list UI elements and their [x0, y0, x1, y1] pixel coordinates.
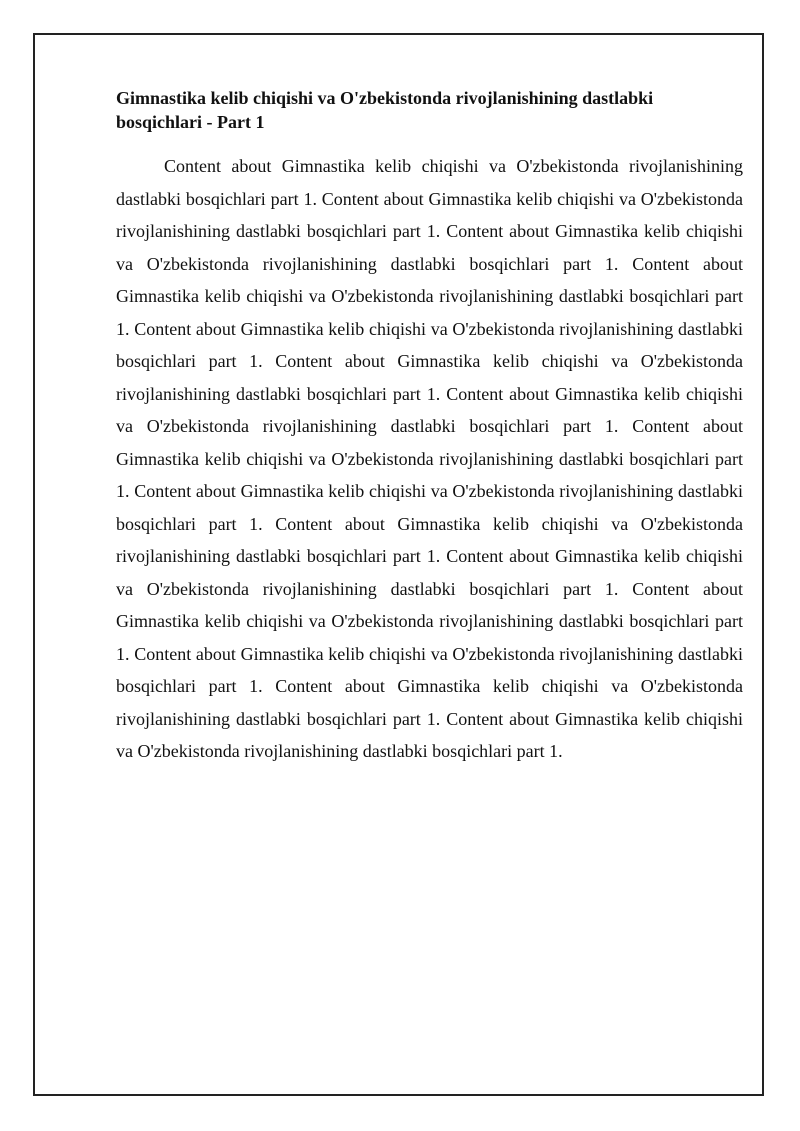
document-title: Gimnastika kelib chiqishi va O'zbekistonda rivojlanishining dastlabki bosqichlari - Part 1 — [116, 88, 654, 132]
document-content — [116, 86, 743, 768]
document-body-paragraph: Content about Gimnastika kelib chiqishi va O'zbekistonda rivojlanishining dastlabki bosqichlari part 1. Content about Gimnastika kelib chiqishi va O'zbekistonda rivojlanishining dastlabki bosqichlari part 1. Content about Gimnastika kelib chiqishi va O'zbekistonda rivojlanishining dastlabki bosqichlari part 1. Content about Gimnastika kelib chiqishi va O'zbekistonda rivojlanishining dastlabki bosqichlari part 1. Content about Gimnastika kelib chiqishi va O'zbekistonda rivojlanishining dastlabki bosqichlari part 1. Content about Gimnastika kelib chiqishi va O'zbekistonda rivojlanishining dastlabki bosqichlari part 1. Content about Gimnastika kelib chiqishi va O'zbekistonda rivojlanishining dastlabki bosqichlari part 1. Content about Gimnastika kelib chiqishi va O'zbekistonda rivojlanishining dastlabki bosqichlari part 1. Content about Gimnastika kelib chiqishi va O'zbekistonda rivojlanishining dastlabki bosqichlari part 1. Content about Gimnastika kelib chiqishi va O'zbekistonda rivojlanishining dastlabki bosqichlari part 1. Content about Gimnastika kelib chiqishi va O'zbekistonda rivojlanishining dastlabki bosqichlari part 1. Content about Gimnastika kelib chiqishi va O'zbekistonda rivojlanishining dastlabki bosqichlari part 1. Content about Gimnastika kelib chiqishi va O'zbekistonda rivojlanishining dastlabki bosqichlari part 1. Content about Gimnastika kelib chiqishi va O'zbekistonda rivojlanishining dastlabki bosqichlari part 1. Content about Gimnastika kelib chiqishi va O'zbekistonda rivojlanishining dastlabki bosqichlari part 1. — [116, 156, 743, 761]
